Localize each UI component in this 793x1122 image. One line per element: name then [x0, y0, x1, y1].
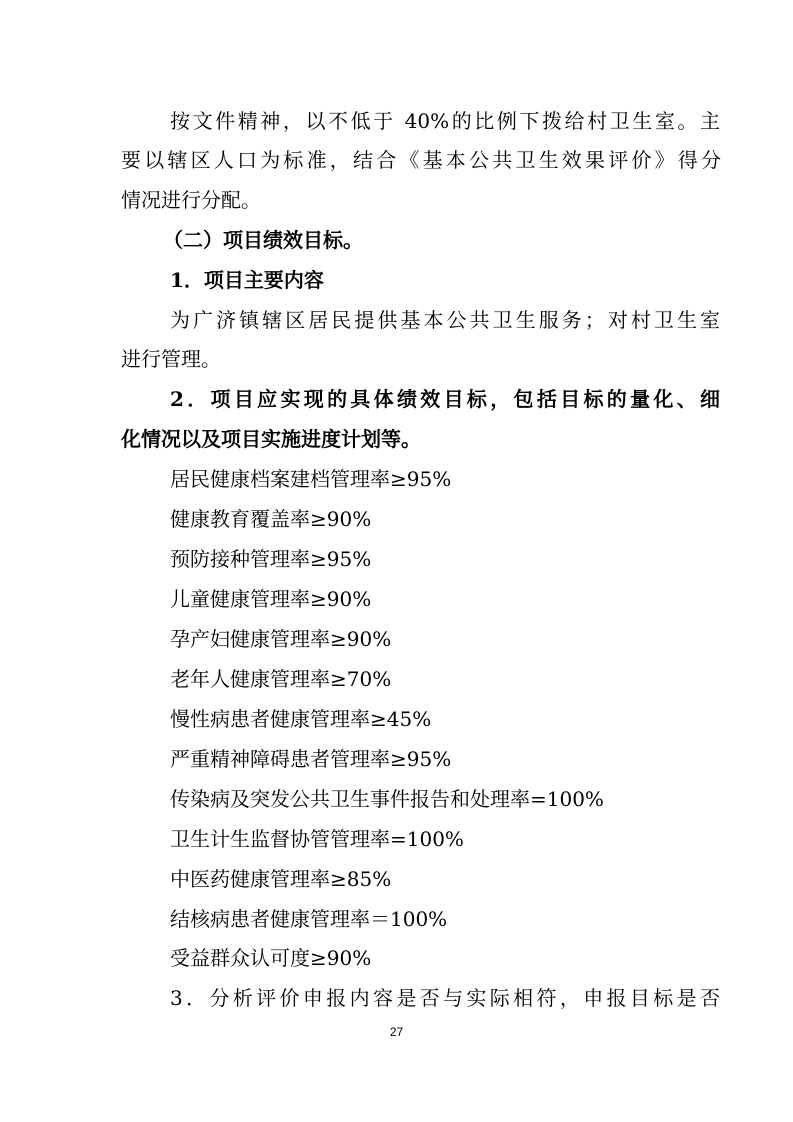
target-item: 严重精神障碍患者管理率≥95% — [170, 747, 452, 771]
paragraph-1-line-3: 情况进行分配。 — [121, 188, 261, 212]
target-item: 慢性病患者健康管理率≥45% — [170, 707, 432, 731]
paragraph-1-line-2: 要以辖区人口为标准，结合《基本公共卫生效果评价》得分 — [121, 148, 721, 172]
target-item: 老年人健康管理率≥70% — [170, 667, 392, 691]
page-number: 27 — [389, 1025, 404, 1039]
item-3-line: 3．分析评价申报内容是否与实际相符，申报目标是否 — [170, 986, 720, 1010]
target-item: 传染病及突发公共卫生事件报告和处理率=100% — [170, 787, 604, 811]
item-2-heading-line-1: 2．项目应实现的具体绩效目标，包括目标的量化、细 — [170, 387, 720, 411]
target-item: 儿童健康管理率≥90% — [170, 587, 372, 611]
target-item: 结核病患者健康管理率＝100% — [170, 907, 448, 931]
target-item: 预防接种管理率≥95% — [170, 547, 372, 571]
target-item: 中医药健康管理率≥85% — [170, 867, 392, 891]
target-item: 卫生计生监督协管管理率=100% — [170, 827, 464, 851]
paragraph-2-line-1: 为广济镇辖区居民提供基本公共卫生服务；对村卫生室 — [170, 308, 720, 332]
target-item: 受益群众认可度≥90% — [170, 946, 372, 970]
paragraph-1-line-1: 按文件精神，以不低于 40%的比例下拨给村卫生室。主 — [170, 109, 720, 133]
target-item: 居民健康档案建档管理率≥95% — [170, 467, 452, 491]
section-heading: （二）项目绩效目标。 — [163, 228, 363, 252]
target-item: 健康教育覆盖率≥90% — [170, 507, 372, 531]
paragraph-2-line-2: 进行管理。 — [121, 347, 221, 371]
item-1-heading: 1．项目主要内容 — [170, 268, 324, 292]
target-item: 孕产妇健康管理率≥90% — [170, 627, 392, 651]
item-2-heading-line-2: 化情况以及项目实施进度计划等。 — [121, 427, 421, 451]
